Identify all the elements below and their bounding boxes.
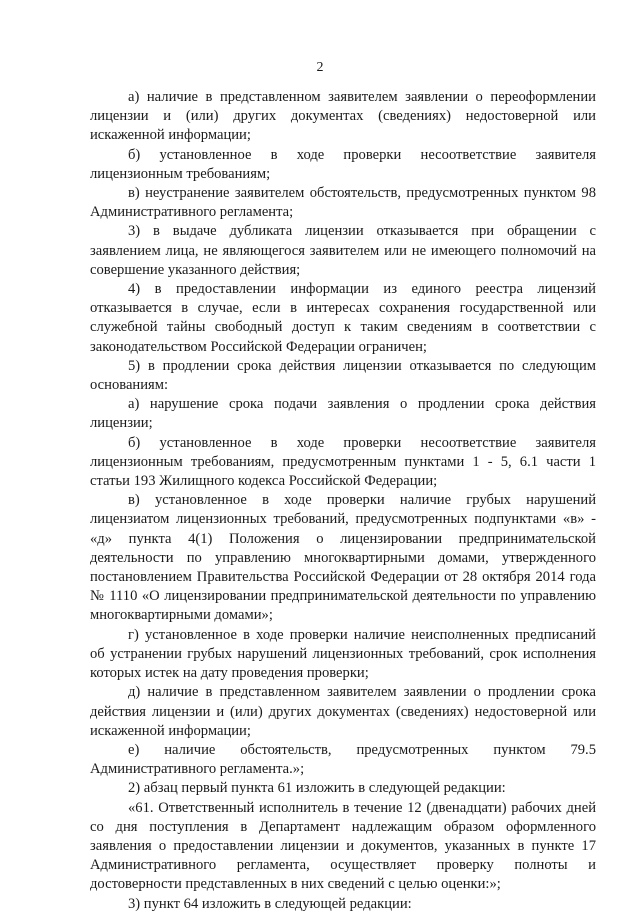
paragraph-3-duplicate: 3) в выдаче дубликата лицензии отказывается при обращении с заявлением лица, не являющегося заявителем или не имеющего полномочий на совершение указанного действия; <box>90 223 596 278</box>
paragraph-b-nonconformity: б) установленное в ходе проверки несоответствие заявителя лицензионным требованиям; <box>90 146 596 182</box>
paragraph-5v-gross-violations: в) установленное в ходе проверки наличие грубых нарушений лицензиатом лицензионных требований, предусмотренных подпунктами «в» - «д» пункта 4(1) Положения о лицензировании предпринимательской деятельности по управлению многоквартирными домами, утвержденного постановлением Правительства Российской Федерации от 28 октября 2014 года № 1110 «О лицензировании предпринимательской деятельности по управлению многоквартирными домами»; <box>90 492 596 624</box>
paragraph-a-reissue: а) наличие в представленном заявителем заявлении о переоформлении лицензии и (или) других документах (сведениях) недостоверной или искаженной информации; <box>90 89 596 144</box>
page-number: 2 <box>316 60 324 75</box>
paragraph-5a-deadline: а) нарушение срока подачи заявления о продлении срока действия лицензии; <box>90 396 596 432</box>
document-body <box>90 88 596 914</box>
paragraph-5b-nonconformity: б) установленное в ходе проверки несоответствие заявителя лицензионным требованиям, предусмотренным пунктами 1 - 5, 6.1 части 1 статьи 193 Жилищного кодекса Российской Федерации; <box>90 434 596 490</box>
paragraph-4-registry: 4) в предоставлении информации из единого реестра лицензий отказывается в случае, если в интересах сохранения государственной или служебной тайны свободный доступ к таким сведениям в соответствии с законодательством Российской Федерации ограничен; <box>90 281 596 355</box>
paragraph-v-non-elimination: в) неустранение заявителем обстоятельств, предусмотренных пунктом 98 Административного регламента; <box>90 185 596 221</box>
paragraph-3-clause-64: 3) пункт 64 изложить в следующей редакции: <box>128 895 412 912</box>
paragraph-2-clause-61: 2) абзац первый пункта 61 изложить в следующей редакции: <box>128 780 506 797</box>
paragraph-61-text: «61. Ответственный исполнитель в течение 12 (двенадцати) рабочих дней со дня поступления в Департамент надлежащим образом оформленного заявления о предоставлении лицензии и документов, указанных в пункте 17 Административного регламента, осуществляет проверку полноты и достоверности представленных в них сведений с целью оценки:»; <box>90 799 596 893</box>
paragraph-5-extension: 5) в продлении срока действия лицензии отказывается по следующим основаниям: <box>90 357 596 394</box>
paragraph-5d-false-info: д) наличие в представленном заявителем заявлении о продлении срока действия лицензии и (или) других документах (сведениях) недостоверной или искаженной информации; <box>90 684 596 739</box>
paragraph-5g-orders: г) установленное в ходе проверки наличие неисполненных предписаний об устранении грубых нарушений лицензионных требований, срок исполнения которых истек на дату проведения проверки; <box>90 626 596 682</box>
paragraph-5e-circumstances: е) наличие обстоятельств, предусмотренных пунктом 79.5 Административного регламента.»; <box>90 741 596 778</box>
